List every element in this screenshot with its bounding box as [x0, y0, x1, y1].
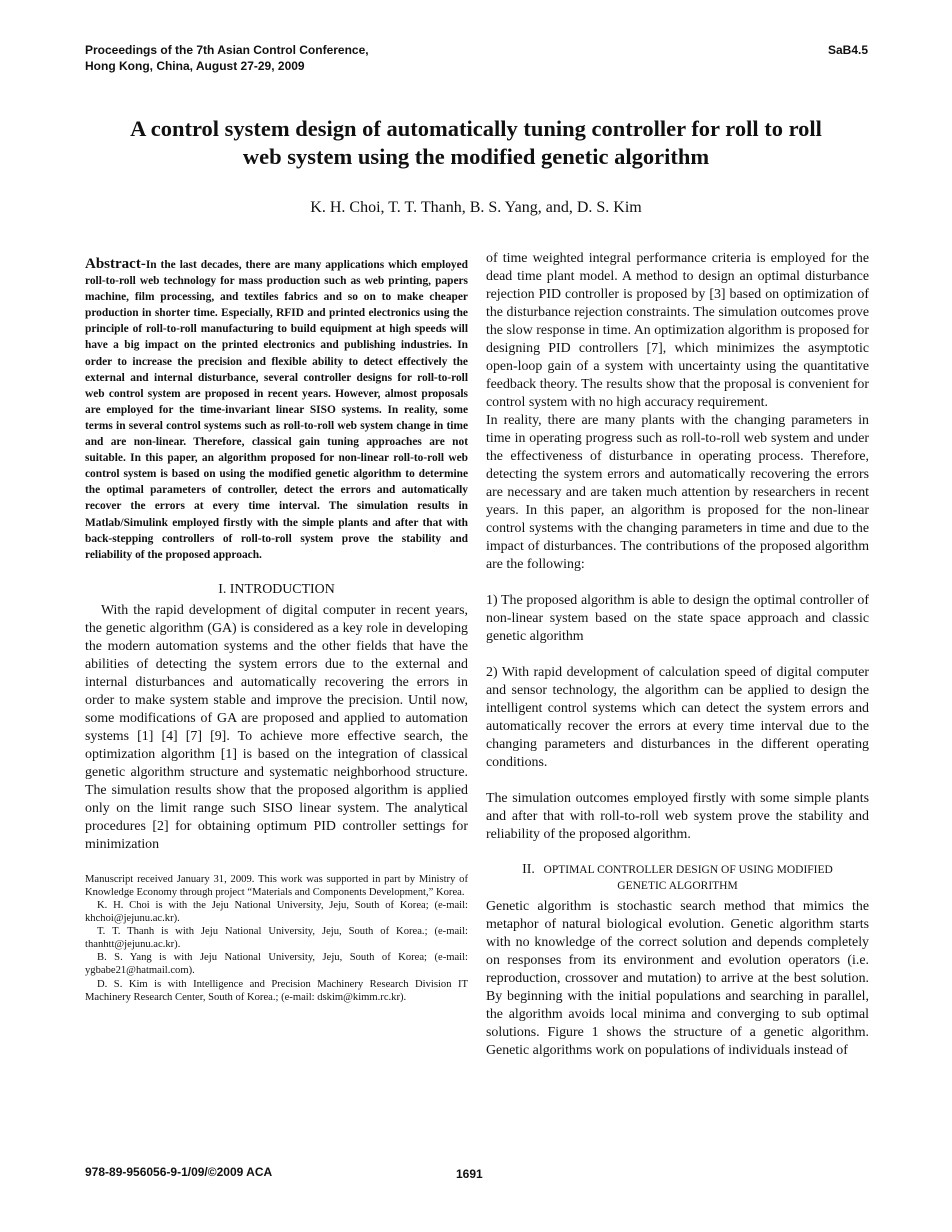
isbn-footer: 978-89-956056-9-1/09/©2009 ACA [85, 1165, 273, 1179]
title-line-2: web system using the modified genetic algorithm [242, 144, 710, 169]
session-id: SaB4.5 [827, 43, 868, 57]
title-line-1: A control system design of automatically tuning controller for roll to roll [130, 116, 822, 141]
page-number: 1691 [456, 1167, 483, 1181]
footnote-author-2: T. T. Thanh is with Jeju National University, Jeju, South of Korea.; (e-mail: thanhtt@jejunu.ac.kr). [85, 926, 468, 951]
section-number: II. [522, 862, 535, 877]
paper-title [60, 115, 892, 171]
footnote-author-3: B. S. Yang is with Jeju National University, Jeju, South of Korea; (e-mail: ygbabe21@hatmail.com). [85, 952, 468, 977]
contribution-item-1: 1) The proposed algorithm is able to design the optimal controller of non-linear system based on the state space approach and classic genetic algorithm [486, 593, 869, 644]
section-heading-line-1 [486, 862, 869, 878]
footnote-author-1: K. H. Choi is with the Jeju National University, Jeju, South of Korea; (e-mail: khchoi@jejunu.ac.kr). [85, 899, 468, 925]
section-heading-introduction: I. INTRODUCTION [218, 581, 335, 597]
footnote-manuscript: Manuscript received January 31, 2009. This work was supported in part by Ministry of Knowledge Economy through project “Materials and Components Development,” Korea. [85, 873, 468, 898]
abstract-label: Abstract- [85, 256, 146, 272]
author-list: K. H. Choi, T. T. Thanh, B. S. Yang, and, D. S. Kim [310, 199, 642, 216]
contribution-item-2: 2) With rapid development of calculation speed of digital computer and sensor technology, the algorithm can be applied to design the intelligent control systems which can detect the system errors and automatically recover the errors at every time interval due to the changing parameters and disturbances in the different operating conditions. [486, 665, 869, 770]
ga-paragraph-1: Genetic algorithm is stochastic search method that mimics the metaphor of natural biological evolution. Genetic algorithm starts with no knowledge of the correct solution and depends completely on responses from its environment and evolution operators (i.e. reproduction, crossover and mutation) to arrive at the best solution. By beginning with the initial populations and searching in parallel, the algorithm avoids local minima and converging to sub optimal solutions. Figure 1 shows the structure of a genetic algorithm. Genetic algorithms work on populations of individuals instead of [486, 899, 869, 1058]
right-column [486, 250, 869, 1060]
section-heading-optimal-controller [486, 862, 869, 894]
section-title-part-2: GENETIC ALGORITHM [617, 880, 738, 892]
intro-paragraph-4: The simulation outcomes employed firstly with some simple plants and after that with roll-to-roll web system prove the stability and reliability of the proposed algorithm. [486, 791, 869, 842]
footnotes [85, 873, 468, 1004]
intro-paragraph-2: of time weighted integral performance criteria is employed for the dead time plant model. A method to design an optimal disturbance rejection PID controller is proposed by [3] based on optimization of the disturbance rejection constraints. The simulation outcomes prove the slow response in time. An optimization algorithm is proposed for designing PID controllers [7], which minimizes the asymptotic open-loop gain of a system with uncertainty using the quantitative feedback theory. The results show that the proposal is convenient for control system with no high accuracy requirement. [486, 251, 869, 410]
section-title-part-1: OPTIMAL CONTROLLER DESIGN OF USING MODIFIED [543, 864, 833, 876]
left-column [85, 256, 468, 1004]
abstract [85, 256, 468, 563]
conference-line-1: Proceedings of the 7th Asian Control Conference, [85, 43, 369, 57]
conference-line-2: Hong Kong, China, August 27-29, 2009 [85, 59, 305, 73]
intro-paragraph-1: With the rapid development of digital computer in recent years, the genetic algorithm (GA) is considered as a key role in developing the modern automation systems and the other fields that have the abilities of detecting the system errors due to the external and internal disturbances and automatically recovering the errors in order to make system stable and improve the precision. Until now, some modifications of GA are proposed and applied to automation systems [1] [4] [7] [9]. To achieve more effective search, the optimization algorithm [1] is based on the integration of classical genetic algorithm structure and systematic neighborhood structure. The simulation results show that the proposed algorithm is applied only on the limit range such SISO linear system. The analytical procedures [2] for obtaining optimum PID controller settings for minimization [85, 602, 468, 852]
conference-header [85, 42, 369, 74]
intro-paragraph-3: In reality, there are many plants with the changing parameters in time in operating progress such as roll-to-roll web system and under the effectiveness of disturbance in operating process. Therefore, detecting the system errors and automatically recovering the errors are necessary and are taken much attention by researchers in recent years. In this paper, an algorithm is proposed for the non-linear control systems with the changing parameters in time and due to the impact of disturbances. The contributions of the proposed algorithm are the following: [486, 413, 869, 572]
abstract-text: In the last decades, there are many applications which employed roll-to-roll web technology for mass production such as web printing, papers machine, film processing, and textiles fabrics and so on to make cheaper production in shorter time. Especially, RFID and printed electronics using the principle of roll-to-roll manufacturing to build equipment at high speeds will have a big impact on the printed electronics and publishing industries. In order to increase the precision and flexible ability to detect effectively the external and internal disturbance, several controller designs for roll-to-roll web control system are proposed in recent years. However, almost proposals are employed for the time-invariant linear SISO systems. In reality, some terms in several control systems such as roll-to-roll web system change in time and are non-linear. Therefore, classical gain tuning approaches are not suitable. In this paper, an algorithm proposed for non-linear roll-to-roll web control system is based on using the modified genetic algorithm to determine the optimal parameters of controller, detect the errors and automatically recover the errors at every time interval. The simulation results in Matlab/Simulink employed firstly with the simple plants and after that with back-stepping controllers of roll-to-roll system prove the stability and reliability of the proposed approach. [85, 259, 468, 561]
footnote-author-4: D. S. Kim is with Intelligence and Precision Machinery Research Division IT Machinery Research Center, South of Korea.; (e-mail: dskim@kimm.rc.kr). [85, 978, 468, 1003]
